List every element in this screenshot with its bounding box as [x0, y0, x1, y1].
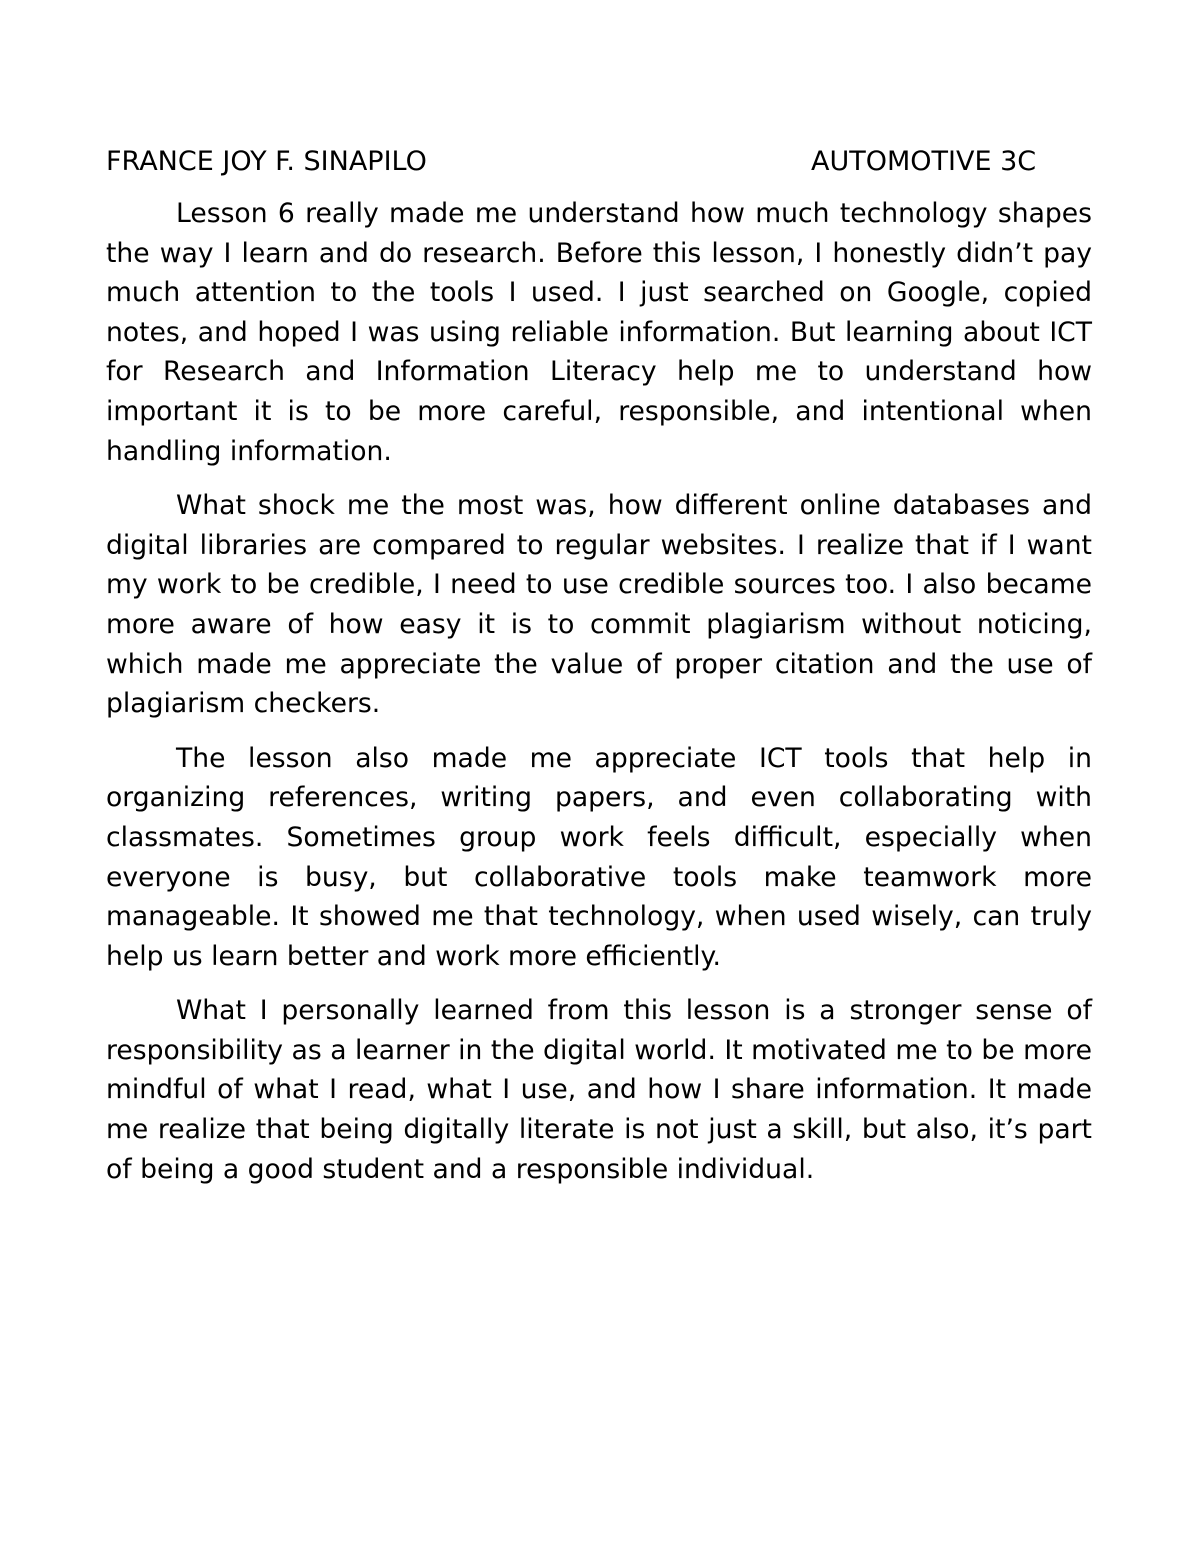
paragraph-4: What I personally learned from this lesson is a stronger sense of responsibility as a learner in the digital world. It motivated me to be more mindful of what I read, what I use, and how I share information. It made me realize that being digitally literate is not just a skill, but also, it’s part of being a good student and a responsible individual. — [106, 995, 1092, 1185]
paragraph-3: The lesson also made me appreciate ICT tools that help in organizing references, writing papers, and even collaborating with classmates. Sometimes group work feels difficult, especially when everyone is busy, but collaborative tools make teamwork more manageable. It showed me that technology, when used wisely, can truly help us learn better and work more efficiently. — [106, 742, 1092, 972]
document-header — [106, 140, 1092, 184]
paragraph-2: What shock me the most was, how different online databases and digital libraries are compared to regular websites. I realize that if I want my work to be credible, I need to use credible sources too. I also became more aware of how easy it is to commit plagiarism without noticing, which made me appreciate the value of proper citation and the use of plagiarism checkers. — [106, 490, 1092, 720]
paragraph-1: Lesson 6 really made me understand how much technology shapes the way I learn and do research. Before this lesson, I honestly didn’t pay much attention to the tools I used. I just searched on Google, copied notes, and hoped I was using reliable information. But learning about ICT for Research and Information Literacy help me to understand how important it is to be more careful, responsible, and intentional when handling information. — [106, 198, 1092, 467]
essay-body — [106, 194, 1092, 1204]
course-section: AUTOMOTIVE 3C — [811, 146, 1037, 177]
student-name: FRANCE JOY F. SINAPILO — [106, 146, 427, 177]
